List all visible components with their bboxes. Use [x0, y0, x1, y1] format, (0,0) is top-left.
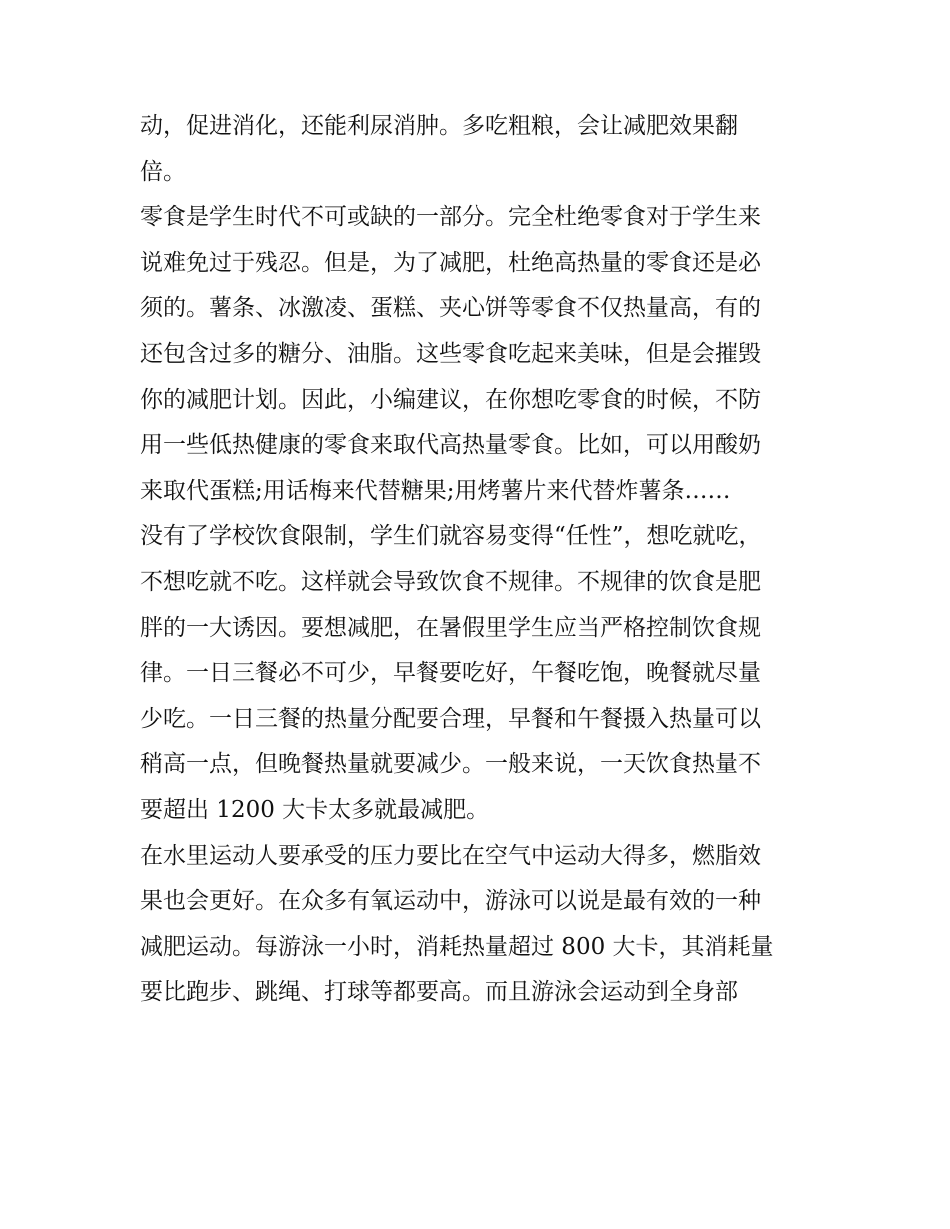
text-line: 果也会更好。在众多有氧运动中，游泳可以说是最有效的一种	[140, 888, 761, 915]
text-line: 律。一日三餐必不可少，早餐要吃好，午餐吃饱，晚餐就尽量	[140, 660, 761, 687]
text-line: 要比跑步、跳绳、打球等都要高。而且游泳会运动到全身部	[140, 979, 738, 1006]
paragraph-snacks	[140, 195, 820, 514]
text-line: 在水里运动人要承受的压力要比在空气中运动大得多，燃脂效	[140, 842, 761, 869]
document-page	[140, 104, 820, 1016]
text-line: 须的。薯条、冰激凌、蛋糕、夹心饼等零食不仅热量高，有的	[140, 295, 761, 322]
text-line: 零食是学生时代不可或缺的一部分。完全杜绝零食对于学生来	[140, 204, 761, 231]
text-line: 减肥运动。每游泳一小时，消耗热量超过 800 大卡，其消耗量	[140, 933, 774, 960]
text-line: 你的减肥计划。因此，小编建议，在你想吃零食的时候，不防	[140, 386, 761, 413]
text-line: 还包含过多的糖分、油脂。这些零食吃起来美味，但是会摧毁	[140, 340, 761, 367]
text-line: 动，促进消化，还能利尿消肿。多吃粗粮，会让减肥效果翻	[140, 113, 738, 139]
paragraph-regular-meals	[140, 514, 820, 833]
text-line: 稍高一点，但晚餐热量就要减少。一般来说，一天饮食热量不	[140, 751, 761, 778]
paragraph-swimming	[140, 834, 820, 1016]
text-line: 用一些低热健康的零食来取代高热量零食。比如，可以用酸奶	[140, 432, 761, 459]
text-line: 胖的一大诱因。要想减肥，在暑假里学生应当严格控制饮食规	[140, 614, 761, 641]
text-line: 不想吃就不吃。这样就会导致饮食不规律。不规律的饮食是肥	[140, 568, 761, 595]
text-line: 要超出 1200 大卡太多就最减肥。	[140, 796, 490, 823]
text-line: 来取代蛋糕;用话梅来代替糖果;用烤薯片来代替炸薯条……	[140, 477, 731, 504]
text-line: 说难免过于残忍。但是，为了减肥，杜绝高热量的零食还是必	[140, 249, 761, 276]
text-line: 少吃。一日三餐的热量分配要合理，早餐和午餐摄入热量可以	[140, 705, 761, 732]
paragraph-whole-grains-end	[140, 104, 820, 195]
text-line: 没有了学校饮食限制，学生们就容易变得“任性”，想吃就吃，	[140, 523, 762, 550]
text-line: 倍。	[140, 158, 186, 185]
